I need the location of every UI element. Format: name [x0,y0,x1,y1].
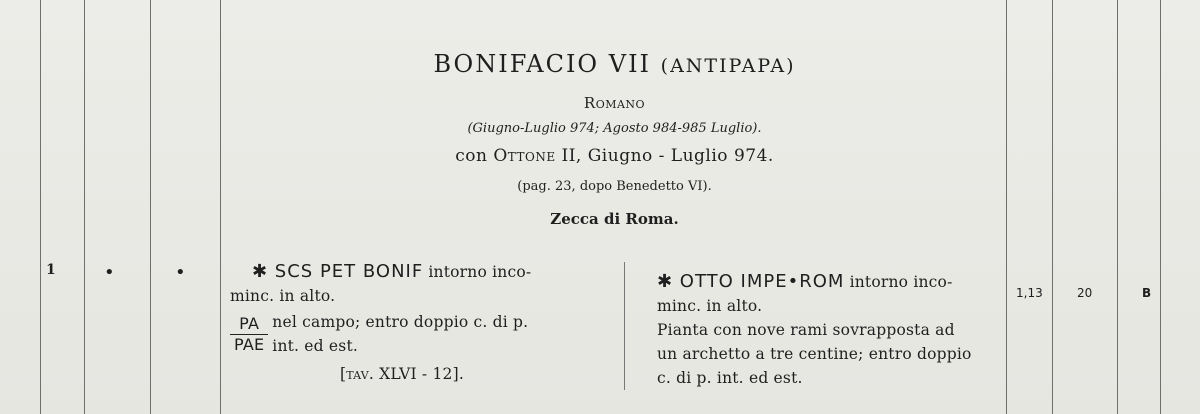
diameter-value: 20 [1077,286,1093,300]
entry-number: 1 [46,262,56,278]
dot-marker: • [104,262,115,283]
pope-title [222,50,1007,78]
obverse-legend: ✱ SCS PEТ BONIF [252,261,424,282]
page-reference: (pag. 23, dopo Benedetto VI). [517,179,712,194]
obverse-description: ✱ SCS PEТ BONIF intorno inco- minc. in alto. $\frac{PA}{\text{PAE}}$ nel campo; entro doppio c. di p. int. ed est. [tav. XLVI - 12]. [230,260,612,386]
field-inscription: $\frac{PA}{\text{PAE}}$ nel campo; entro doppio c. di p. int. ed est. [230,310,612,358]
reign-dates: (Giugno-Luglio 974; Agosto 984-985 Luglio). [467,121,762,136]
emperor-line: con Ottone II, Giugno - Luglio 974. [455,146,774,166]
mint-heading: Zecca di Roma. [550,210,679,228]
antipope-note: (ANTIPAPA) [660,55,796,77]
pope-name: BONIFACIO VII [433,50,652,78]
monogram-fraction: $\frac{PA}{\text{PAE}}$ [230,314,268,355]
column-rule [1117,0,1118,414]
column-rule [1160,0,1161,414]
reverse-legend: ✱ OTTO IMPE•ROM [657,271,845,292]
rarity-value: B [1142,286,1152,300]
reverse-description: ✱ OTTO IMPE•ROM intorno inco- minc. in alto. Pianta con nove rami sovrapposta ad un archetto a tre centine; entro doppio c. di p. int. ed est. [657,271,972,387]
origin: Romano [583,94,646,112]
dot-marker: • [175,262,186,283]
column-rule [1052,0,1053,414]
emperor-name: Ottone [493,146,556,166]
weight-value: 1,13 [1016,286,1043,300]
column-rule [150,0,151,414]
side-divider [624,262,625,390]
plate-reference: [tav. XLVI - 12]. [340,365,464,383]
column-rule [220,0,221,414]
column-rule [40,0,41,414]
column-rule [84,0,85,414]
